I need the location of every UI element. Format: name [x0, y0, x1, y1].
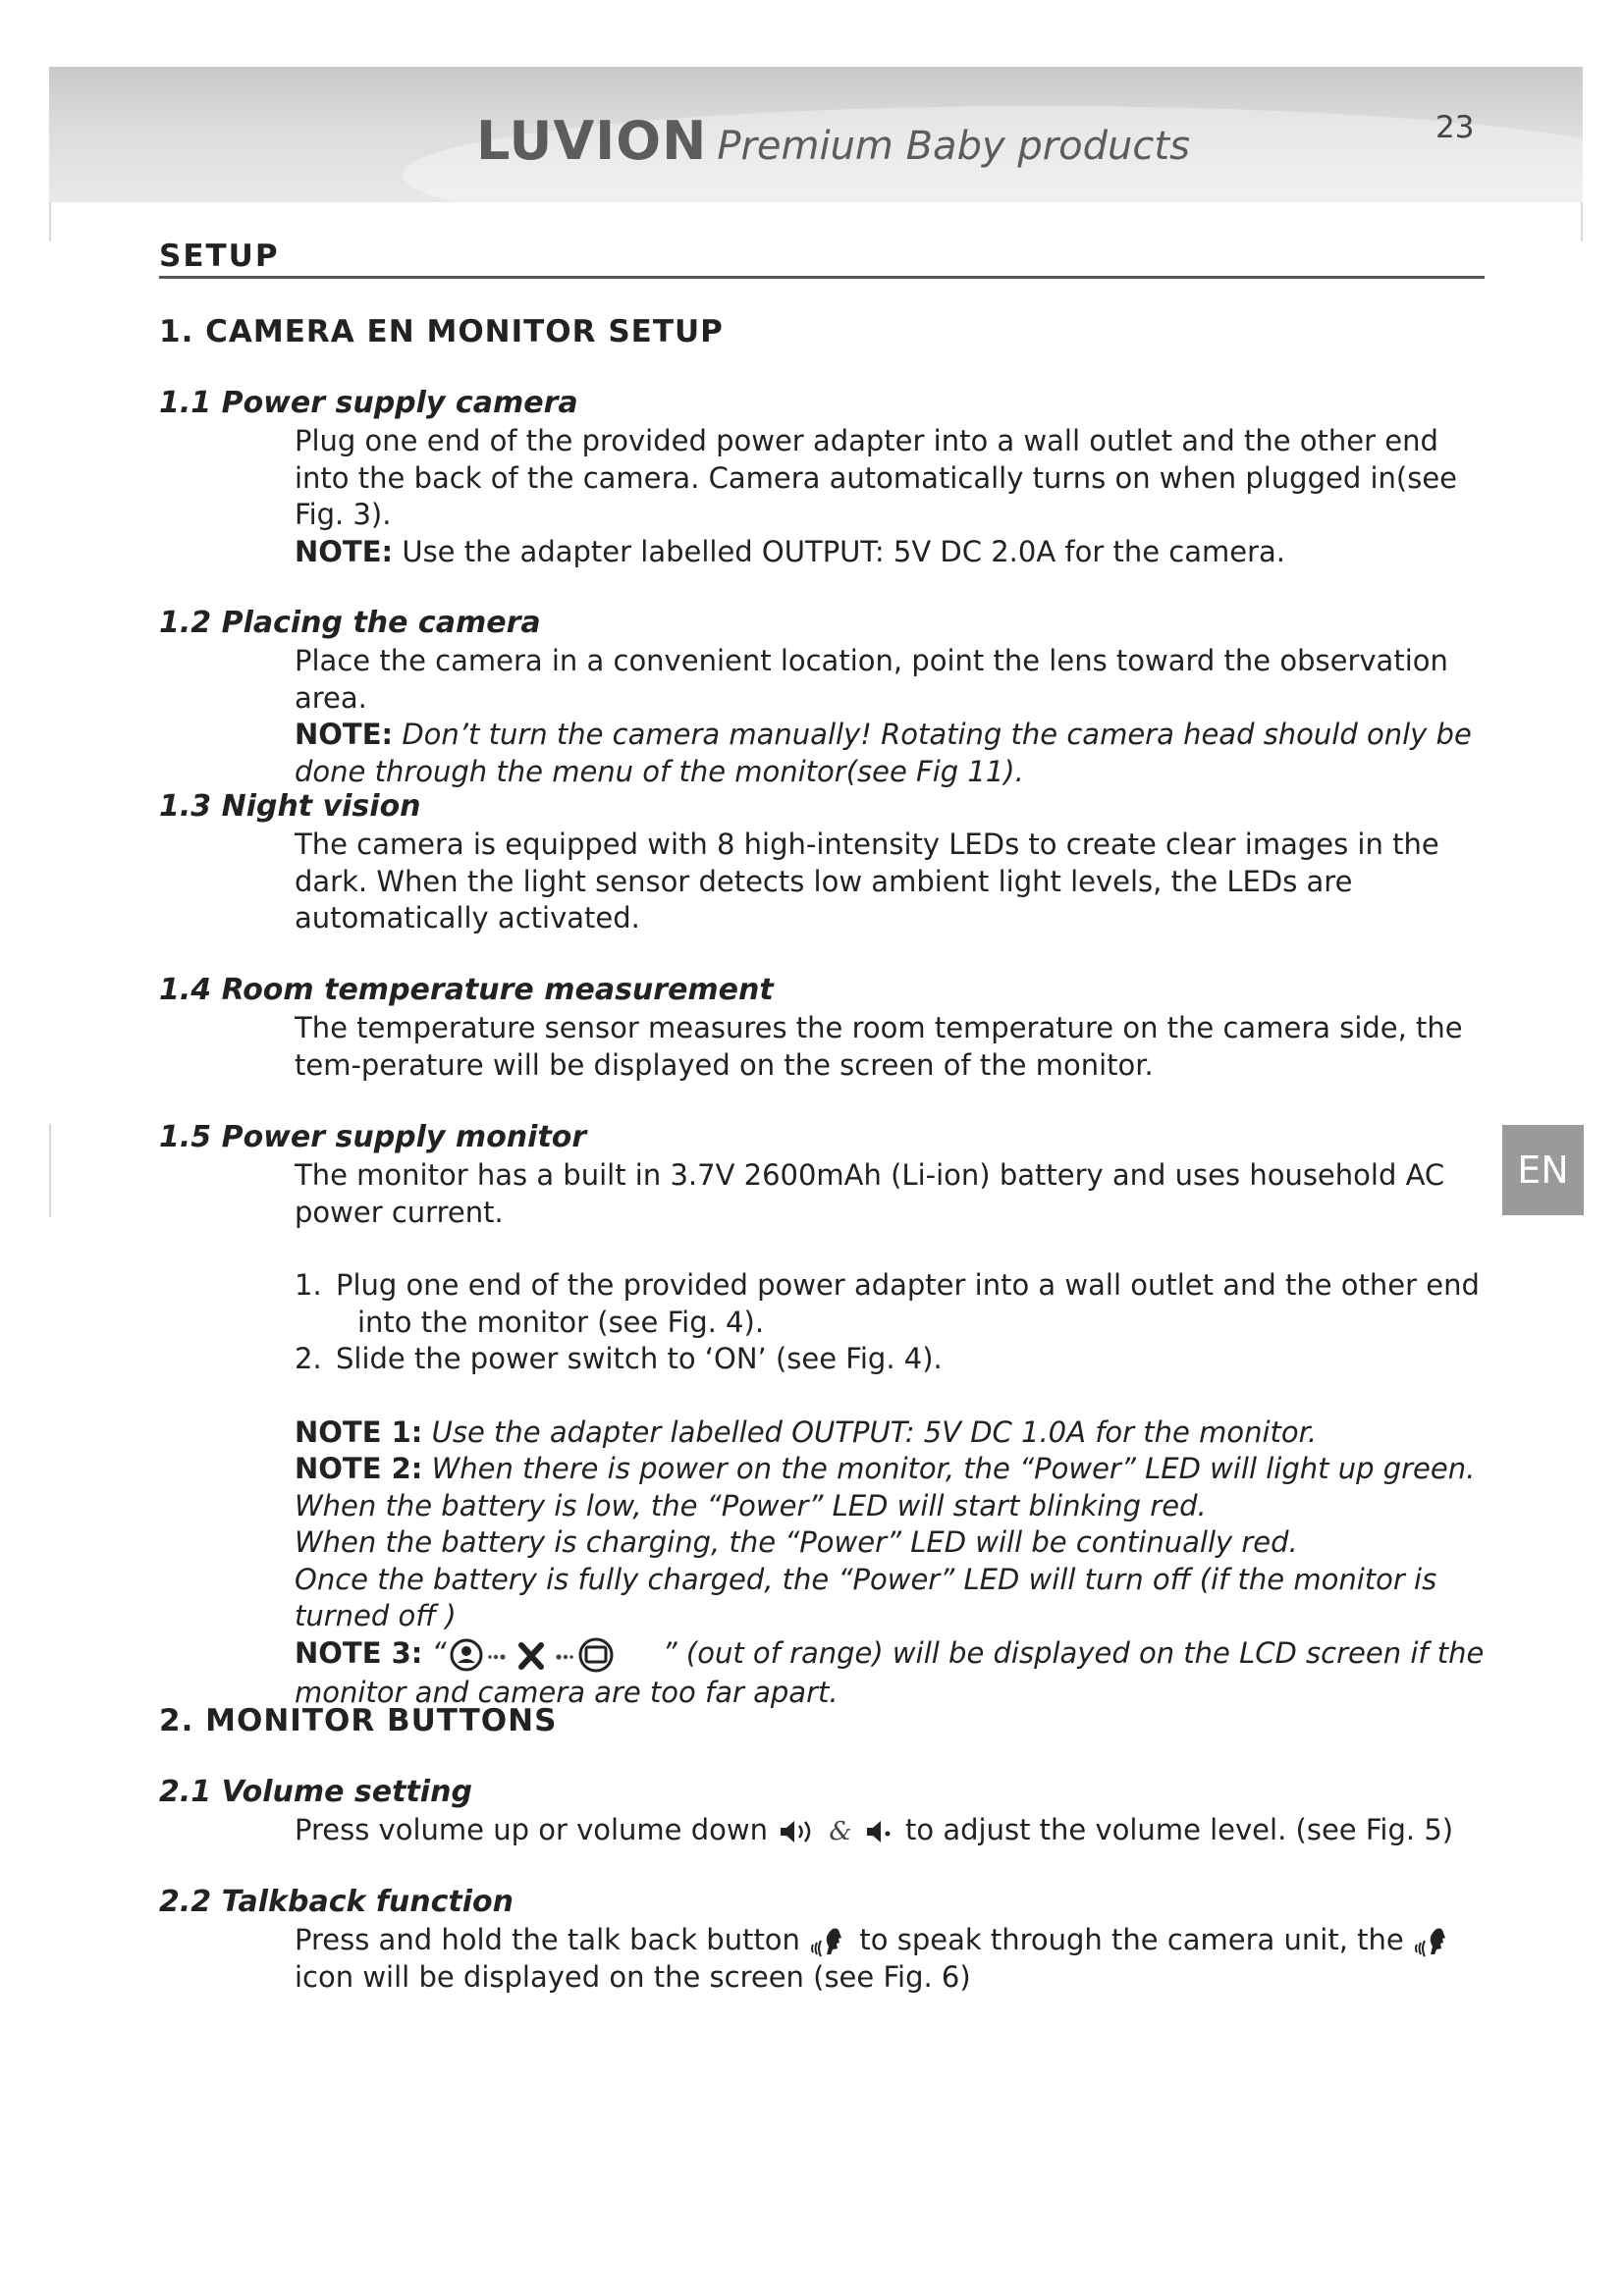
language-tab: EN — [1502, 1125, 1584, 1215]
ampersand: & — [829, 1817, 852, 1846]
volume-up-icon — [777, 1817, 820, 1846]
section-2-2-text — [295, 1922, 1492, 1959]
section-1-2-title: 1.2 Placing the camera — [159, 606, 541, 640]
note-label: NOTE: — [295, 718, 394, 751]
note-text: Don’t turn the camera manually! Rotating the camera head should only be done through the menu of the monitor(see Fig 11). — [295, 718, 1472, 788]
note-2 — [295, 1451, 1492, 1488]
note-2-line-2: When the battery is low, the “Power” LED will start blinking red. — [295, 1488, 1207, 1522]
brand-tagline: Premium Baby products — [717, 124, 1190, 169]
talkback-icon — [809, 1925, 850, 1958]
page-number: 23 — [1435, 110, 1475, 145]
section-1-title: 1. CAMERA EN MONITOR SETUP — [159, 314, 724, 349]
list-item — [295, 1267, 1492, 1341]
section-1-3-body — [295, 827, 1492, 937]
left-edge-line-mid — [49, 1124, 51, 1217]
list-item-text: Plug one end of the provided power adapter into a wall outlet and the other end — [336, 1268, 1480, 1302]
note-label: NOTE 1: — [295, 1415, 423, 1449]
list-item-text: Slide the power switch to ‘ON’ (see Fig. 4). — [336, 1342, 943, 1375]
section-2-2-text-cont: icon will be displayed on the screen (see Fig. 6) — [295, 1959, 971, 1994]
text-before: Press and hold the talk back button — [295, 1923, 810, 1956]
note-text: Use the adapter labelled OUTPUT: 5V DC 2.0A for the camera. — [393, 534, 1286, 568]
note-label: NOTE 2: — [295, 1452, 423, 1485]
brand — [476, 110, 1190, 172]
section-1-3-text: The camera is equipped with 8 high-intensity LEDs to create clear images in the dark. When the light sensor detects low ambient light levels, the LEDs are automatically activated. — [295, 828, 1439, 934]
section-1-1-text: Plug one end of the provided power adapter into a wall outlet and the other end into the back of the camera. Camera automatically turns on when plugged in(see Fig. 3). — [295, 424, 1458, 531]
section-2-1-title: 2.1 Volume setting — [159, 1775, 472, 1809]
note-3 — [295, 1635, 1492, 1712]
talkback-icon — [1413, 1925, 1454, 1958]
section-2-title: 2. MONITOR BUTTONS — [159, 1703, 558, 1738]
brand-name: LUVION — [476, 110, 708, 172]
list-item-number: 2. — [295, 1342, 322, 1375]
section-1-4-body — [295, 1010, 1492, 1084]
page-header — [49, 67, 1583, 202]
section-1-1-body — [295, 423, 1492, 570]
section-1-3-title: 1.3 Night vision — [159, 789, 421, 824]
section-1-2-note — [295, 717, 1492, 790]
left-edge-line — [49, 202, 51, 241]
section-1-5-body — [295, 1157, 1492, 1711]
text-before: Press volume up or volume down — [295, 1813, 778, 1846]
list-item-text-cont: into the monitor (see Fig. 4). — [357, 1305, 765, 1339]
section-1-1-note — [295, 534, 1492, 571]
section-1-4-text: The temperature sensor measures the room temperature on the camera side, the tem-perature will be displayed on the screen of the monitor. — [295, 1011, 1463, 1082]
section-1-2-body — [295, 643, 1492, 790]
section-2-1-body — [295, 1812, 1492, 1851]
section-1-5-text: The monitor has a built in 3.7V 2600mAh (Li-ion) battery and uses household AC power current. — [295, 1158, 1445, 1229]
section-2-2-body — [295, 1922, 1492, 1996]
section-1-4-title: 1.4 Room temperature measurement — [159, 973, 774, 1007]
text-mid: to speak through the camera unit, the — [850, 1923, 1413, 1956]
note-1 — [295, 1415, 1492, 1452]
note-label: NOTE 3: — [295, 1635, 423, 1670]
out-of-range-icon — [447, 1635, 663, 1675]
volume-down-icon — [861, 1817, 896, 1846]
quote-open: “ — [422, 1635, 447, 1670]
section-1-1-title: 1.1 Power supply camera — [159, 386, 578, 420]
note-3-text: ” (out of range) will be displayed on the LCD screen if the monitor and camera are too far apart. — [295, 1635, 1485, 1709]
note-2-line-4: Once the battery is fully charged, the “Power” LED will turn off (if the monitor is turned off ) — [295, 1562, 1437, 1632]
setup-heading: SETUP — [159, 239, 1485, 279]
note-text: Use the adapter labelled OUTPUT: 5V DC 1.0A for the monitor. — [422, 1415, 1318, 1449]
text-after: to adjust the volume level. (see Fig. 5) — [895, 1813, 1454, 1846]
list-item-number: 1. — [295, 1268, 322, 1302]
list-item — [295, 1341, 1492, 1378]
note-label: NOTE: — [295, 534, 394, 568]
note-2-line-3: When the battery is charging, the “Power” LED will be continually red. — [295, 1525, 1298, 1559]
section-2-1-text — [295, 1812, 1492, 1851]
section-1-5-title: 1.5 Power supply monitor — [159, 1120, 587, 1154]
right-edge-line — [1581, 202, 1583, 241]
section-2-2-title: 2.2 Talkback function — [159, 1885, 514, 1919]
section-1-2-text: Place the camera in a convenient location, point the lens toward the observation area. — [295, 644, 1448, 715]
note-text: When there is power on the monitor, the “Power” LED will light up green. — [422, 1452, 1476, 1485]
